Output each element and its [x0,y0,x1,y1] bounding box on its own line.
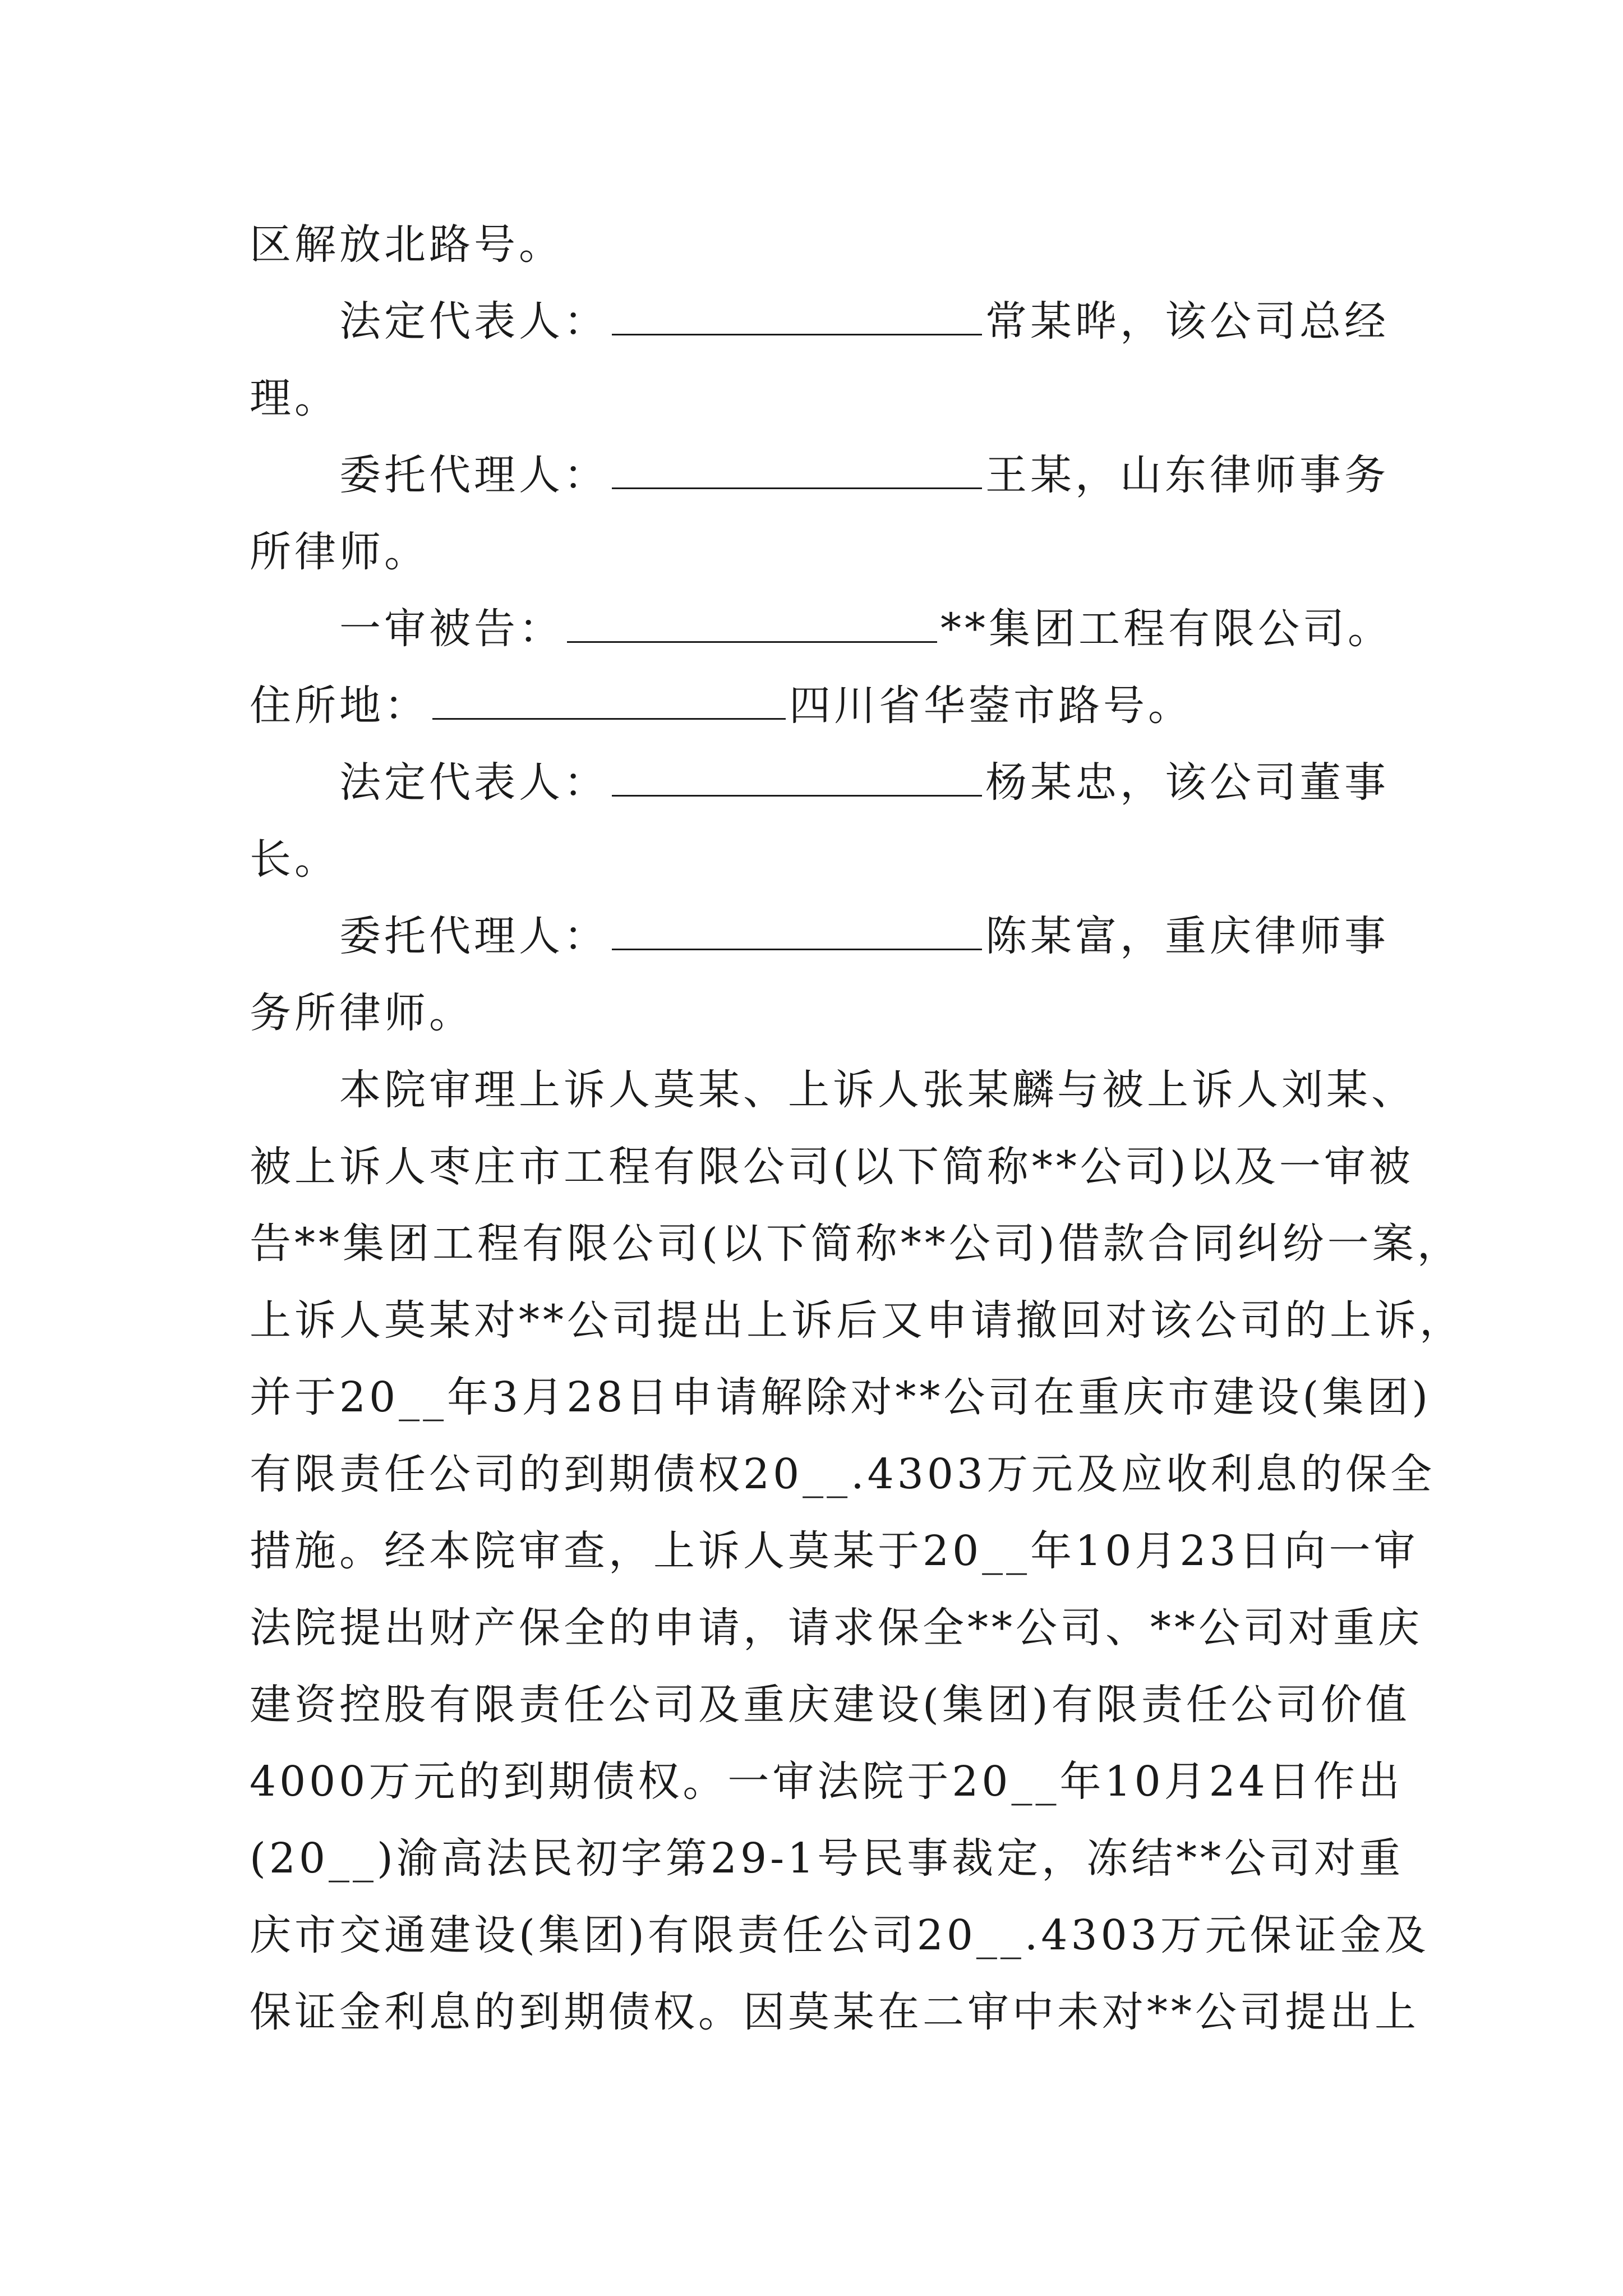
text-line: 4000万元的到期债权。一审法院于20__年10月24日作出 [250,1757,1403,1806]
text-line: 建资控股有限责任公司及重庆建设(集团)有限责任公司价值 [250,1681,1410,1729]
field-label: 一审被告： [339,605,564,653]
text-line: 告**集团工程有限公司(以下简称**公司)借款合同纠纷一案， [250,1220,1462,1268]
text-line: 庆市交通建设(集团)有限责任公司20__.4303万元保证金及 [250,1911,1430,1959]
text-line: 法院提出财产保全的申请，请求保全**公司、**公司对重庆 [250,1604,1423,1652]
field-label: 法定代表人： [339,297,608,346]
text-line: 上诉人莫某对**公司提出上诉后又申请撤回对该公司的上诉， [250,1296,1464,1345]
text-line [250,668,1394,744]
fill-blank [567,604,937,643]
field-label: 住所地： [250,682,429,730]
fill-blank [612,758,982,797]
text-line: 务所律师。 [250,989,474,1037]
document-body [250,206,1464,2051]
text-line: 所律师。 [250,528,429,576]
field-label: 委托代理人： [339,451,608,499]
field-value: 四川省华蓥市路号。 [789,682,1193,730]
field-label: 委托代理人： [339,912,608,960]
field-value: 杨某忠，该公司董事 [985,758,1389,807]
text-line [250,744,1394,821]
text-line: 保证金利息的到期债权。因莫某在二审中未对**公司提出上 [250,1988,1419,2036]
fill-blank [612,450,982,489]
fill-blank [432,681,786,720]
fill-blank [612,912,982,950]
text-line: 长。 [250,835,339,884]
field-label: 法定代表人： [339,758,608,807]
text-line [250,591,1394,668]
text-line [250,898,1394,975]
text-line: 区解放北路号。 [250,220,564,269]
field-value: 陈某富，重庆律师事 [985,912,1389,960]
text-line [250,283,1394,360]
text-line: 有限责任公司的到期债权20__.4303万元及应收利息的保全 [250,1450,1436,1498]
text-line: (20__)渝高法民初字第29-1号民事裁定，冻结**公司对重 [250,1834,1404,1883]
fill-blank [612,297,982,335]
field-value: **集团工程有限公司。 [940,605,1393,653]
text-line: 并于20__年3月28日申请解除对**公司在重庆市建设(集团) [250,1373,1432,1421]
field-value: 王某，山东律师事务 [985,451,1389,499]
text-line: 被上诉人枣庄市工程有限公司(以下简称**公司)以及一审被 [250,1143,1414,1191]
text-line [250,437,1394,514]
text-line: 本院审理上诉人莫某、上诉人张某麟与被上诉人刘某、 [339,1066,1416,1114]
field-value: 常某晔，该公司总经 [985,297,1389,346]
text-line: 理。 [250,374,339,422]
text-line: 措施。经本院审查，上诉人莫某于20__年10月23日向一审 [250,1527,1419,1575]
